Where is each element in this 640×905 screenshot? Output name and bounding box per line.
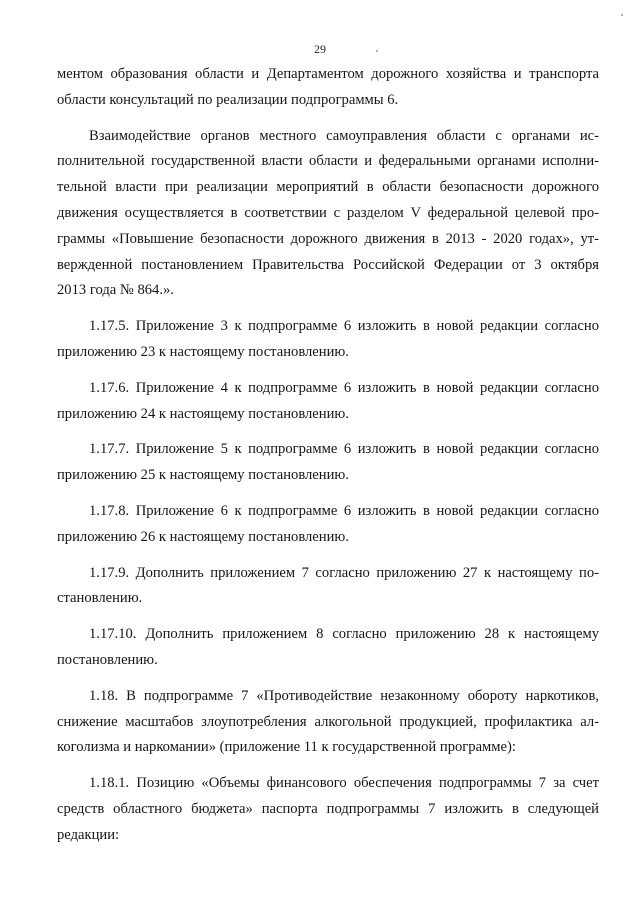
paragraph-p6 — [57, 499, 599, 551]
paragraph-p3 — [57, 314, 599, 366]
page-number: 29 — [314, 42, 326, 56]
document-body — [57, 62, 599, 859]
paragraph-p9 — [57, 684, 599, 761]
paragraph-line: приложению 24 к настоящему постановлению. — [57, 405, 349, 422]
paragraph-line: 1.18. В подпрограмме 7 «Противодействие незаконному обороту наркотиков, — [89, 687, 599, 704]
paragraph-p7 — [57, 561, 599, 613]
paragraph-line: приложению 26 к настоящему постановлению. — [57, 528, 349, 545]
paragraph-p10 — [57, 771, 599, 848]
paragraph-p5 — [57, 437, 599, 489]
paragraph-line: 1.17.5. Приложение 3 к подпрограмме 6 изложить в новой редакции согласно — [89, 318, 599, 335]
paragraph-p2 — [57, 124, 599, 305]
paragraph-line: 1.18.1. Позицию «Объемы финансового обеспечения подпрограммы 7 за счет — [89, 775, 599, 792]
paragraph-line: коголизма и наркомании» (приложение 11 к государственной программе): — [57, 739, 516, 756]
paragraph-line: 1.17.8. Приложение 6 к подпрограмме 6 изложить в новой редакции согласно — [89, 502, 599, 519]
paragraph-line: 1.17.9. Дополнить приложением 7 согласно приложению 27 к настоящему по- — [89, 564, 599, 581]
paragraph-line: вержденной постановлением Правительства Российской Федерации от 3 октября — [57, 256, 599, 273]
paragraph-p8 — [57, 622, 599, 674]
scan-speck — [621, 14, 623, 16]
paragraph-line: тельной власти при реализации мероприятий в области безопасности дорожного — [57, 179, 599, 196]
paragraph-line: области консультаций по реализации подпрограммы 6. — [57, 91, 399, 108]
paragraph-line: приложению 25 к настоящему постановлению. — [57, 467, 349, 484]
paragraph-line: постановлению. — [57, 651, 158, 668]
paragraph-line: снижение масштабов злоупотребления алкогольной продукцией, профилактика ал- — [57, 713, 599, 730]
paragraph-p4 — [57, 376, 599, 428]
paragraph-line: полнительной государственной власти области и федеральными органами исполни- — [57, 153, 599, 170]
paragraph-line: средств областного бюджета» паспорта подпрограммы 7 изложить в следующей — [57, 800, 599, 817]
paragraph-line: приложению 23 к настоящему постановлению. — [57, 343, 349, 360]
paragraph-line: движения осуществляется в соответствии с разделом V федеральной целевой про- — [57, 204, 599, 221]
paragraph-line: 2013 года № 864.». — [57, 282, 174, 299]
paragraph-line: 1.17.6. Приложение 4 к подпрограмме 6 изложить в новой редакции согласно — [89, 379, 599, 396]
paragraph-line: 1.17.10. Дополнить приложением 8 согласно приложению 28 к настоящему — [89, 626, 599, 643]
paragraph-line: граммы «Повышение безопасности дорожного движения в 2013 - 2020 годах», ут- — [57, 230, 599, 247]
paragraph-line: редакции: — [57, 826, 120, 843]
paragraph-p1 — [57, 62, 599, 114]
paragraph-line: 1.17.7. Приложение 5 к подпрограмме 6 изложить в новой редакции согласно — [89, 441, 599, 458]
paragraph-line: становлению. — [57, 590, 143, 607]
paragraph-line: ментом образования области и Департаментом дорожного хозяйства и транспорта — [57, 66, 599, 82]
paragraph-line: Взаимодействие органов местного самоуправления области с органами ис- — [89, 127, 599, 144]
scan-speck — [376, 50, 378, 52]
